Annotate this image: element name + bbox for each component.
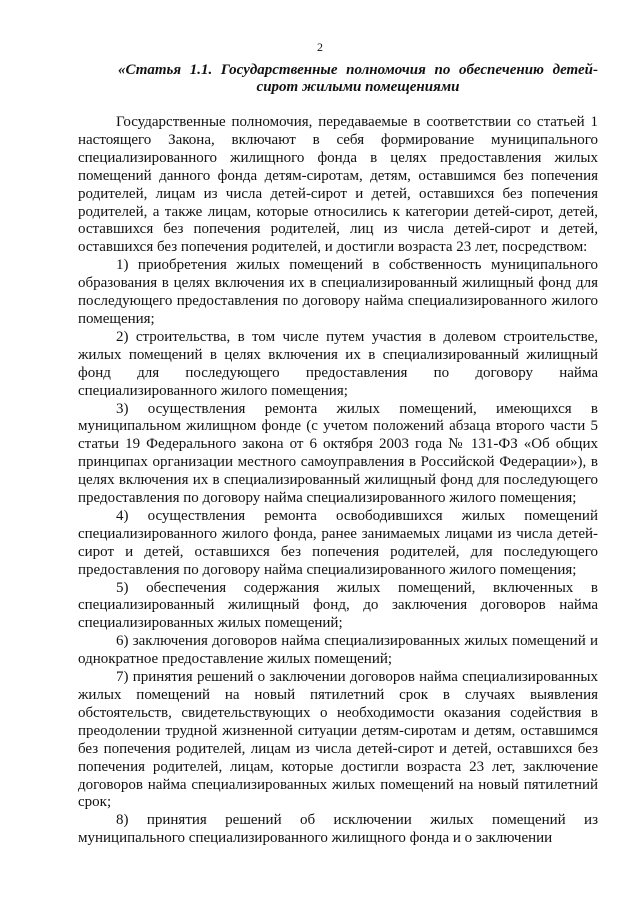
intro-paragraph: Государственные полномочия, передаваемые в соответствии со статьей 1 настоящего Закона, включают в себя формирование муниципального специализированного жилищного фонда в целях предоставления жилых помещений данного фонда детям-сиротам, детям, оставшимся без попечения родителей, лицам из числа детей-сирот и детей, оставшихся без попечения родителей, а также лицам, которые относились к категории детей-сирот, детей, оставшихся без попечения родителей, лиц из числа детей-сирот и детей, оставшихся без попечения родителей, и достигли возраста 23 лет, посредством: <box>78 114 598 256</box>
list-item-1: 1) приобретения жилых помещений в собственность муниципального образования в целях включения их в специализированный жилищный фонд для последующего предоставления по договору найма специализированного жилого помещения; <box>78 257 598 327</box>
list-item-4: 4) осуществления ремонта освободившихся жилых помещений специализированного жилого фонда, ранее занимаемых лицами из числа детей-сирот и детей, оставшихся без попечения родителей, для последующего предоставления по договору найма специализированного жилого помещения; <box>78 507 598 578</box>
list-item-2: 2) строительства, в том числе путем участия в долевом строительстве, жилых помещений в целях включения их в специализированный жилищный фонд для последующего предоставления по договору найма специализированного жилого помещения; <box>78 328 598 399</box>
list-item-6: 6) заключения договоров найма специализированных жилых помещений и однократное предоставление жилых помещений; <box>78 633 598 668</box>
list-item-8: 8) принятия решений об исключении жилых помещений из муниципального специализированного жилищного фонда и о заключении <box>78 812 598 847</box>
article-heading: «Статья 1.1. Государственные полномочия по обеспечению детей-сирот жилыми помещениями <box>118 62 598 95</box>
article-body <box>78 114 598 848</box>
list-item-5: 5) обеспечения содержания жилых помещений, включенных в специализированный жилищный фонд, до заключения договоров найма специализированных жилых помещений; <box>78 579 598 632</box>
page-number: 2 <box>317 40 323 54</box>
list-item-7: 7) принятия решений о заключении договоров найма специализированных жилых помещений на новый пятилетний срок в случаях выявления обстоятельств, свидетельствующих о необходимости оказания содействия в преодолении трудной жизненной ситуации детям-сиротам и детям, оставшимся без попечения родителей, лицам из числа детей-сирот и детей, оставшихся без попечения родителей, лицам, которые достигли возраста 23 лет, заключение договоров найма специализированных жилых помещений на новый пятилетний срок; <box>78 669 598 811</box>
list-item-3: 3) осуществления ремонта жилых помещений, имеющихся в муниципальном жилищном фонде (с учетом положений абзаца второго части 5 статьи 19 Федерального закона от 6 октября 2003 года № 131-ФЗ «Об общих принципах организации местного самоуправления в Российской Федерации»), в целях включения их в специализированный жилищный фонд для последующего предоставления по договору найма специализированного жилого помещения; <box>78 400 598 507</box>
